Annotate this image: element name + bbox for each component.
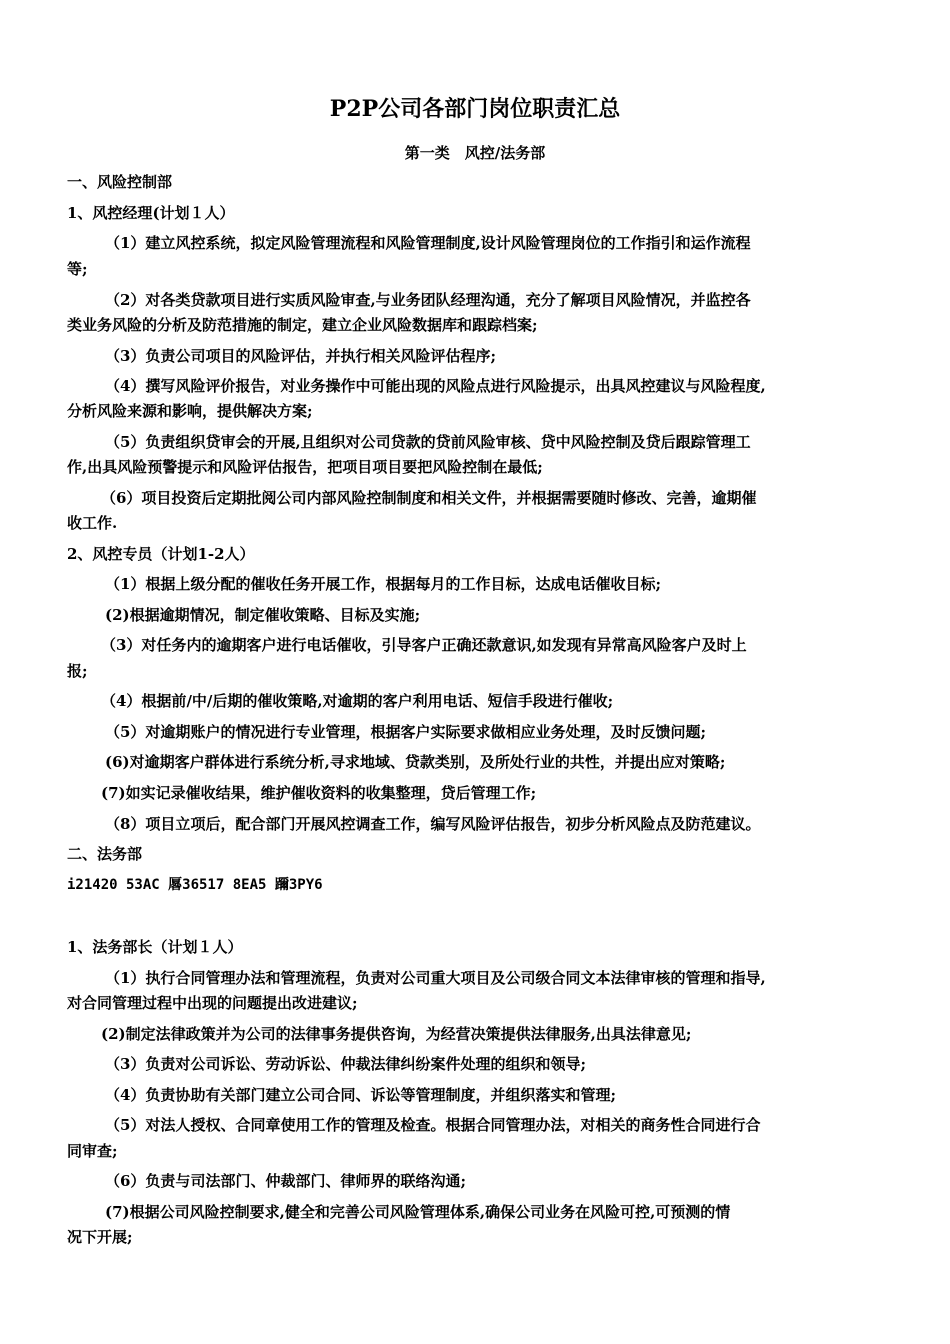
- paragraph-line: （6）项目投资后定期批阅公司内部风险控制制度和相关文件，并根据需要随时修改、完善，逾期催: [101, 489, 757, 507]
- paragraph-line: 况下开展;: [67, 1228, 133, 1246]
- paragraph-line: （3）对任务内的逾期客户进行电话催收，引导客户正确还款意识,如发现有异常高风险客户及时上: [101, 636, 747, 654]
- paragraph-line: 作,出具风险预警提示和风险评估报告，把项目项目要把风险控制在最低;: [67, 458, 543, 476]
- paragraph-line: （5）对逾期账户的情况进行专业管理，根据客户实际要求做相应业务处理，及时反馈问题;: [105, 723, 706, 741]
- role-heading-risk-specialist: 2、风控专员（计划1-2人）: [67, 545, 255, 563]
- paragraph-line: （1）根据上级分配的催收任务开展工作，根据每月的工作目标，达成电话催收目标;: [105, 575, 661, 593]
- paragraph-line: 等;: [67, 260, 88, 278]
- paragraph-line: 分析风险来源和影响，提供解决方案;: [67, 402, 313, 420]
- paragraph-line: (7)如实记录催收结果，维护催收资料的收集整理，贷后管理工作;: [101, 784, 537, 802]
- paragraph-line: (6)对逾期客户群体进行系统分析,寻求地域、贷款类别，及所处行业的共性，并提出应对策略;: [105, 753, 726, 771]
- paragraph-line: 同审查;: [67, 1142, 118, 1160]
- document-title: P2P公司各部门岗位职责汇总: [329, 96, 621, 122]
- paragraph-line: （8）项目立项后，配合部门开展风控调查工作，编写风险评估报告，初步分析风险点及防范建议。: [105, 815, 761, 833]
- paragraph-line: （6）负责与司法部门、仲裁部门、律师界的联络沟通;: [105, 1172, 466, 1190]
- paragraph-line: （1）建立风控系统，拟定风险管理流程和风险管理制度,设计风险管理岗位的工作指引和运作流程: [105, 234, 751, 252]
- paragraph-line: （4）负责协助有关部门建立公司合同、诉讼等管理制度，并组织落实和管理;: [105, 1086, 616, 1104]
- paragraph-line: （3）负责公司项目的风险评估，并执行相关风险评估程序;: [105, 347, 496, 365]
- paragraph-line: （1）执行合同管理办法和管理流程，负责对公司重大项目及公司级合同文本法律审核的管理和指导,: [105, 969, 766, 987]
- paragraph-line: 报;: [67, 662, 88, 680]
- paragraph-line: (7)根据公司风险控制要求,健全和完善公司风险管理体系,确保公司业务在风险可控,可预测的情: [105, 1203, 731, 1221]
- paragraph-line: (2)根据逾期情况，制定催收策略、目标及实施;: [105, 606, 421, 624]
- document-subtitle: 第一类 风控/法务部: [404, 144, 546, 162]
- section-heading-risk-control: 一、风险控制部: [67, 173, 173, 191]
- paragraph-line: 收工作.: [67, 514, 118, 532]
- paragraph-line: （4）根据前/中/后期的催收策略,对逾期的客户利用电话、短信手段进行催收;: [101, 692, 614, 710]
- paragraph-line: （2）对各类贷款项目进行实质风险审查,与业务团队经理沟通，充分了解项目风险情况，并监控各: [105, 291, 751, 309]
- code-line: i21420 53AC 厬36517 8EA5 躎3PY6: [67, 877, 323, 893]
- paragraph-line: 对合同管理过程中出现的问题提出改进建议;: [67, 994, 358, 1012]
- paragraph-line: （5）对法人授权、合同章使用工作的管理及检查。根据合同管理办法，对相关的商务性合同进行合: [105, 1116, 761, 1134]
- paragraph-line: （5）负责组织贷审会的开展,且组织对公司贷款的贷前风险审核、贷中风险控制及贷后跟踪管理工: [105, 433, 751, 451]
- paragraph-line: （3）负责对公司诉讼、劳动诉讼、仲裁法律纠纷案件处理的组织和领导;: [105, 1055, 586, 1073]
- paragraph-line: （4）撰写风险评价报告，对业务操作中可能出现的风险点进行风险提示，出具风控建议与风险程度,: [105, 377, 766, 395]
- role-heading-legal-director: 1、法务部长（计划１人）: [67, 938, 243, 956]
- role-heading-risk-manager: 1、风控经理(计划１人）: [67, 204, 235, 222]
- paragraph-line: (2)制定法律政策并为公司的法律事务提供咨询，为经营决策提供法律服务,出具法律意见;: [101, 1025, 692, 1043]
- section-heading-legal: 二、法务部: [67, 845, 143, 863]
- paragraph-line: 类业务风险的分析及防范措施的制定，建立企业风险数据库和跟踪档案;: [67, 316, 538, 334]
